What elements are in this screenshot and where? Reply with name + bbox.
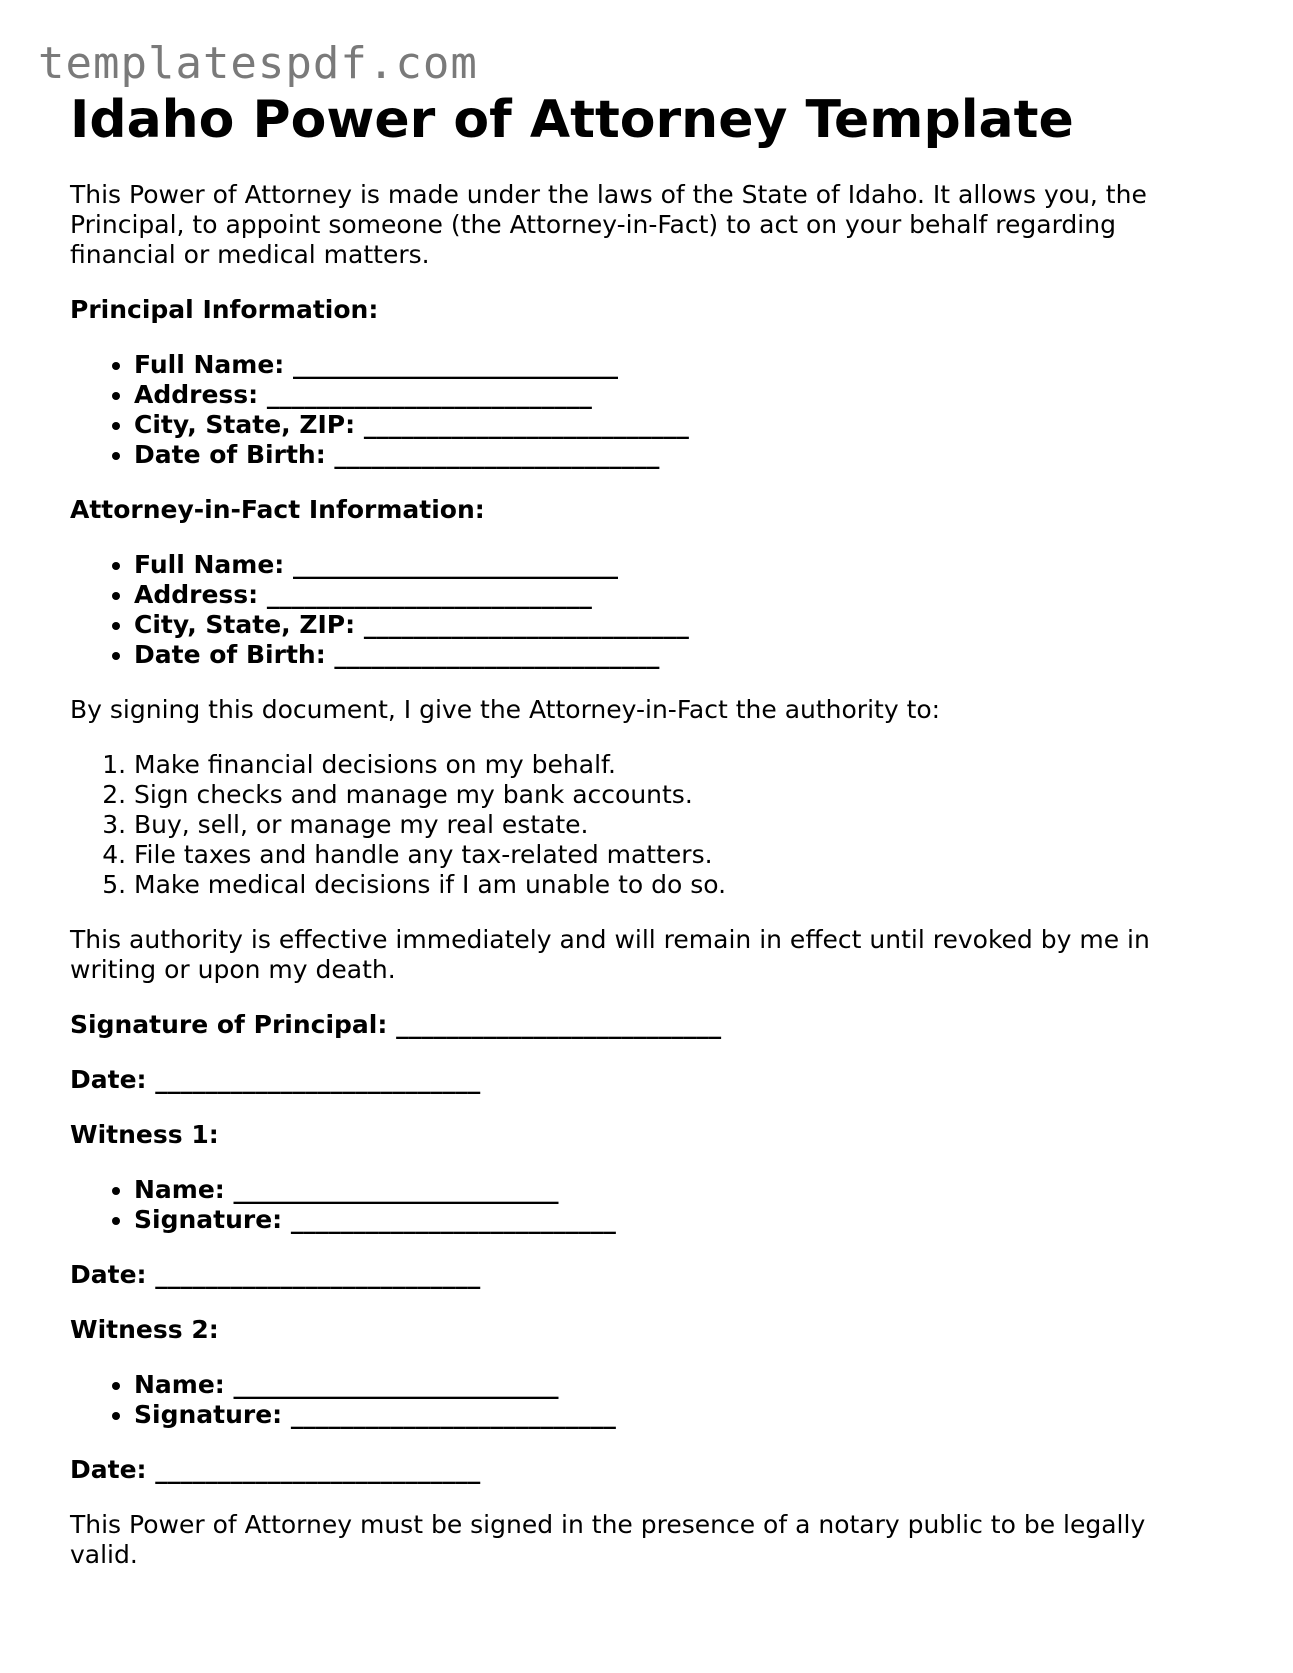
- blank-line: __________________________: [233, 1370, 559, 1399]
- blank-line: __________________________: [290, 1205, 616, 1234]
- authority-item: 2. Sign checks and manage my bank accounts.: [134, 780, 1200, 810]
- authority-intro: By signing this document, I give the Attorney-in-Fact the authority to:: [70, 695, 941, 724]
- witness2-signature-field[interactable]: • Signature: __________________________: [134, 1400, 1200, 1430]
- attorney-fields: [70, 550, 1200, 670]
- authority-item: 1. Make financial decisions on my behalf.: [134, 750, 1200, 780]
- principal-signature-field[interactable]: Signature of Principal: __________________________: [70, 1010, 722, 1039]
- witness1-fields: [70, 1175, 1200, 1235]
- witness2-name-field[interactable]: • Name: __________________________: [134, 1370, 1200, 1400]
- watermark: templatespdf.com: [38, 38, 478, 89]
- blank-line: __________________________: [334, 640, 660, 669]
- principal-address-field[interactable]: • Address: __________________________: [134, 380, 1200, 410]
- intro-paragraph: This Power of Attorney is made under the laws of the State of Idaho. It allows you, the Principal, to appoint someone (the Attorney-in-Fact) to act on your behalf regarding financial or medical matters.: [70, 180, 1147, 269]
- principal-fields: [70, 350, 1200, 470]
- blank-line: __________________________: [363, 410, 689, 439]
- authority-item: 4. File taxes and handle any tax-related matters.: [134, 840, 1200, 870]
- principal-full-name-field[interactable]: • Full Name: __________________________: [134, 350, 1200, 380]
- effective-paragraph: This authority is effective immediately and will remain in effect until revoked by me in writing or upon my death.: [70, 925, 1150, 984]
- blank-line: __________________________: [290, 1400, 616, 1429]
- principal-date-of-birth-field[interactable]: • Date of Birth: __________________________: [134, 440, 1200, 470]
- witness2-heading: Witness 2:: [70, 1315, 219, 1344]
- witness1-heading: Witness 1:: [70, 1120, 219, 1149]
- witness1-date-field[interactable]: Date: __________________________: [70, 1260, 481, 1289]
- attorney-full-name-field[interactable]: • Full Name: __________________________: [134, 550, 1200, 580]
- authority-list: [70, 750, 1200, 900]
- witness1-name-field[interactable]: • Name: __________________________: [134, 1175, 1200, 1205]
- witness2-fields: [70, 1370, 1200, 1430]
- blank-line: __________________________: [155, 1455, 481, 1484]
- notary-paragraph: This Power of Attorney must be signed in the presence of a notary public to be legally valid.: [70, 1510, 1146, 1569]
- witness2-date-field[interactable]: Date: __________________________: [70, 1455, 481, 1484]
- authority-item: 3. Buy, sell, or manage my real estate.: [134, 810, 1200, 840]
- blank-line: __________________________: [334, 440, 660, 469]
- blank-line: __________________________: [266, 380, 592, 409]
- blank-line: __________________________: [155, 1065, 481, 1094]
- blank-line: __________________________: [293, 550, 618, 579]
- principal-date-field[interactable]: Date: __________________________: [70, 1065, 481, 1094]
- authority-item: 5. Make medical decisions if I am unable to do so.: [134, 870, 1200, 900]
- attorney-heading: Attorney-in-Fact Information:: [70, 495, 485, 524]
- blank-line: __________________________: [396, 1010, 722, 1039]
- principal-city-state-zip-field[interactable]: • City, State, ZIP: __________________________: [134, 410, 1200, 440]
- blank-line: __________________________: [155, 1260, 481, 1289]
- attorney-city-state-zip-field[interactable]: • City, State, ZIP: __________________________: [134, 610, 1200, 640]
- blank-line: __________________________: [266, 580, 592, 609]
- document-page: [70, 86, 1200, 1595]
- witness1-signature-field[interactable]: • Signature: __________________________: [134, 1205, 1200, 1235]
- attorney-address-field[interactable]: • Address: __________________________: [134, 580, 1200, 610]
- blank-line: __________________________: [293, 350, 618, 379]
- principal-heading: Principal Information:: [70, 295, 379, 324]
- blank-line: __________________________: [363, 610, 689, 639]
- page-title: Idaho Power of Attorney Template: [70, 90, 1074, 150]
- attorney-date-of-birth-field[interactable]: • Date of Birth: __________________________: [134, 640, 1200, 670]
- blank-line: __________________________: [233, 1175, 559, 1204]
